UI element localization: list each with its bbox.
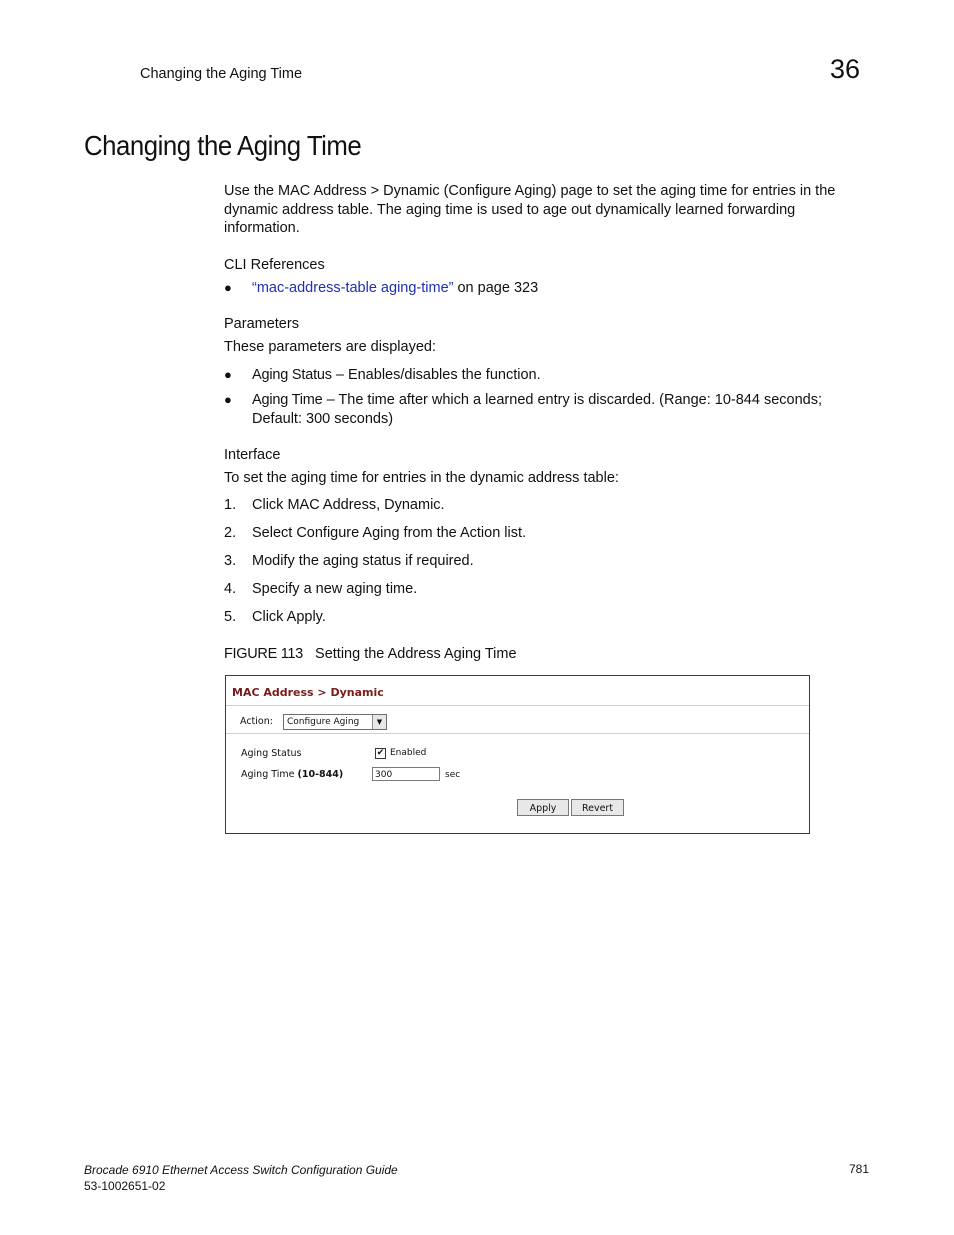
bullet-icon: ● <box>224 392 232 407</box>
action-select[interactable] <box>283 714 387 730</box>
figure-screenshot <box>225 675 810 834</box>
step-number: 3. <box>224 553 237 569</box>
step-number: 4. <box>224 581 237 597</box>
aging-status-label: Aging Status <box>241 748 302 759</box>
footer-left <box>84 1162 398 1194</box>
step-text: Click Apply. <box>252 609 326 625</box>
interface-heading: Interface <box>224 447 281 463</box>
figure-caption <box>224 646 517 662</box>
parameters-intro: These parameters are displayed: <box>224 339 436 355</box>
action-row <box>226 706 809 734</box>
parameters-heading: Parameters <box>224 316 299 332</box>
interface-intro: To set the aging time for entries in the dynamic address table: <box>224 470 619 486</box>
checkmark-icon: ✔ <box>376 748 385 758</box>
parameter-desc-continued: Default: 300 seconds) <box>252 411 394 427</box>
footer-doc-title: Brocade 6910 Ethernet Access Switch Configuration Guide <box>84 1163 398 1177</box>
step-number: 5. <box>224 609 237 625</box>
figure-label: FIGURE 113 <box>224 646 303 662</box>
breadcrumb: MAC Address > Dynamic <box>232 686 384 699</box>
action-select-value: Configure Aging <box>287 717 360 727</box>
page-title: Changing the Aging Time <box>84 130 362 161</box>
cli-reference-link[interactable]: “mac-address-table aging-time” <box>252 280 454 296</box>
step-text: Modify the aging status if required. <box>252 553 474 569</box>
chapter-number: 36 <box>830 54 861 84</box>
footer-doc-number: 53-1002651-02 <box>84 1179 166 1193</box>
step-number: 1. <box>224 497 237 513</box>
figure-header <box>226 676 809 706</box>
intro-paragraph: Use the MAC Address > Dynamic (Configure Aging) page to set the aging time for entries in the dynamic address table. The aging time is used to age out dynamically learned forwarding information. <box>224 183 836 236</box>
parameter-desc: – The time after which a learned entry is discarded. (Range: 10-844 seconds; <box>322 392 822 408</box>
enabled-checkbox[interactable] <box>375 748 386 759</box>
running-head: Changing the Aging Time <box>140 66 303 82</box>
parameter-desc: – Enables/disables the function. <box>331 367 541 383</box>
revert-button[interactable]: Revert <box>571 799 624 816</box>
parameter-term: Aging Time <box>252 392 323 408</box>
bullet-icon: ● <box>224 367 232 382</box>
aging-time-label <box>241 769 343 780</box>
aging-time-label-text: Aging Time <box>241 769 295 780</box>
cli-reference-suffix: on page 323 <box>453 280 539 296</box>
bullet-icon: ● <box>224 280 232 295</box>
footer-page-number: 781 <box>849 1162 870 1176</box>
chevron-down-icon[interactable]: ▼ <box>372 715 386 729</box>
aging-time-range: (10-844) <box>297 769 344 780</box>
step-text: Select Configure Aging from the Action list. <box>252 525 527 541</box>
action-label: Action: <box>240 716 273 727</box>
step-text: Specify a new aging time. <box>252 581 418 597</box>
figure-caption-text: Setting the Address Aging Time <box>315 646 517 662</box>
parameter-term: Aging Status <box>252 367 332 383</box>
enabled-label: Enabled <box>390 748 427 758</box>
aging-time-unit: sec <box>445 770 461 780</box>
step-number: 2. <box>224 525 237 541</box>
apply-button[interactable]: Apply <box>517 799 569 816</box>
aging-time-input[interactable]: 300 <box>372 767 440 781</box>
cli-references-heading: CLI References <box>224 257 325 273</box>
step-text: Click MAC Address, Dynamic. <box>252 497 445 513</box>
